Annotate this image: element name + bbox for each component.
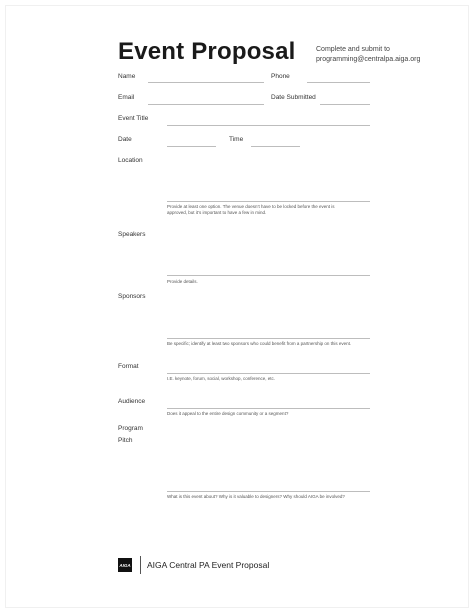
- page-title: Event Proposal: [118, 38, 296, 65]
- phone-field[interactable]: [307, 82, 370, 83]
- sponsors-label: Sponsors: [118, 293, 146, 300]
- speakers-label: Speakers: [118, 231, 146, 238]
- time-label: Time: [229, 136, 244, 143]
- submit-instructions: [316, 45, 420, 65]
- time-field[interactable]: [251, 146, 300, 147]
- page-border: [5, 5, 469, 608]
- pitch-label: Pitch: [118, 437, 133, 444]
- location-hint-1: Provide at least one option. The venue doesn’t have to be locked before the event is: [167, 204, 335, 209]
- submit-line-1: Complete and submit to: [316, 46, 390, 53]
- format-label: Format: [118, 363, 139, 370]
- date-submitted-field[interactable]: [320, 104, 370, 105]
- name-label: Name: [118, 73, 136, 80]
- location-label: Location: [118, 157, 143, 164]
- phone-label: Phone: [271, 73, 290, 80]
- program-label: Program: [118, 425, 143, 432]
- sponsors-field[interactable]: [167, 338, 370, 339]
- name-field[interactable]: [148, 82, 264, 83]
- audience-field[interactable]: [167, 408, 370, 409]
- sponsors-hint: Be specific; identify at least two sponsors who could benefit from a partnership on this event.: [167, 341, 352, 346]
- event-title-field[interactable]: [167, 125, 370, 126]
- email-field[interactable]: [148, 104, 264, 105]
- date-field[interactable]: [167, 146, 216, 147]
- speakers-field[interactable]: [167, 275, 370, 276]
- pitch-hint: What is this event about? Why is it valuable to designers? Why should AIGA be involved?: [167, 494, 345, 499]
- email-label: Email: [118, 94, 135, 101]
- aiga-logo: [118, 558, 132, 572]
- submit-email: programming@centralpa.aiga.org: [316, 56, 421, 63]
- audience-hint: Does it appeal to the entire design community or a segment?: [167, 411, 289, 416]
- footer-title: AIGA Central PA Event Proposal: [147, 560, 270, 570]
- format-field[interactable]: [167, 373, 370, 374]
- footer-divider: [140, 556, 141, 574]
- event-title-label: Event Title: [118, 115, 149, 122]
- location-hint-2: approved, but it’s important to have a few in mind.: [167, 210, 267, 215]
- speakers-hint: Provide details.: [167, 279, 198, 284]
- location-field[interactable]: [167, 201, 370, 202]
- logo-text: AIGA: [119, 562, 131, 568]
- date-label: Date: [118, 136, 132, 143]
- format-hint: I.E. keynote, forum, social, workshop, conference, etc.: [167, 376, 276, 381]
- program-pitch-field[interactable]: [167, 491, 370, 492]
- audience-label: Audience: [118, 398, 146, 405]
- date-submitted-label: Date Submitted: [271, 94, 316, 101]
